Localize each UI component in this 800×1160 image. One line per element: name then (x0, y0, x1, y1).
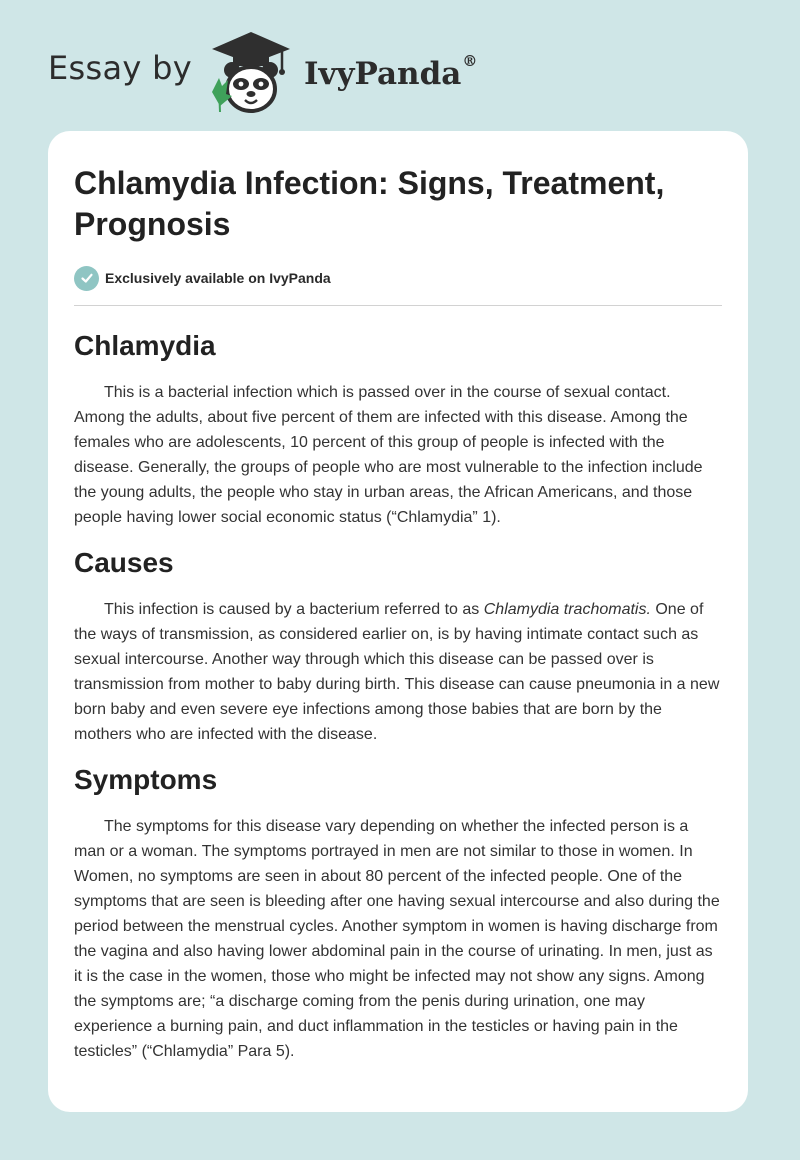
check-icon (74, 266, 99, 291)
brand-name[interactable]: IvyPanda® (303, 52, 478, 92)
registered-mark: ® (462, 52, 478, 70)
section-heading-chlamydia: Chlamydia (74, 330, 216, 361)
paragraph-chlamydia: This is a bacterial infection which is passed over in the course of sexual contact. Among the adults, about five percent of them are infected with this disease. Among the females who are adolescents, 10 percent of this group of people is infected with the disease. Generally, the groups of people who are most vulnerable to the infection include the young adults, the people who stay in urban areas, the African Americans, and those people having lower social economic status (“Chlamydia” 1). (74, 384, 703, 526)
page-title: Chlamydia Infection: Signs, Treatment, Prognosis (74, 165, 665, 242)
exclusive-badge-label: Exclusively available on IvyPanda (105, 270, 331, 286)
species-name: Chlamydia trachomatis. (483, 601, 651, 618)
exclusive-badge (74, 264, 722, 292)
paragraph-symptoms: The symptoms for this disease vary depending on whether the infected person is a man or a woman. The symptoms portrayed in men are not similar to those in women. In Women, no symptoms are seen in about 80 percent of the infected people. One of the symptoms that are seen is bleeding after one having sexual intercourse and also during the period between the menstrual cycles. Another symptom in women is having discharge from the vagina and also having lower abdominal pain in the course of urinating. In men, just as it is the case in the women, those who might be infected may not show any signs. Among the symptoms are; “a discharge coming from the penis during urination, one may experience a burning pain, and duct inflammation in the testicles or having pain in the testicles” (“Chlamydia” Para 5). (74, 818, 720, 1060)
divider (74, 305, 722, 306)
essay-card (48, 131, 748, 1112)
ivypanda-logo-icon[interactable] (206, 30, 296, 120)
section-heading-causes: Causes (74, 547, 174, 578)
paragraph-causes: This infection is caused by a bacterium referred to as Chlamydia trachomatis. One of the ways of transmission, as considered earlier on, is by having intimate contact such as sexual intercourse. Another way through which this disease can be passed over is transmission from mother to baby during birth. This disease can cause pneumonia in a new born baby and even severe eye infections among those babies that are born by the mothers who are infected with the disease. (74, 601, 720, 743)
site-header (48, 30, 508, 120)
essay-by-label: Essay by (48, 49, 192, 87)
section-heading-symptoms: Symptoms (74, 764, 218, 795)
